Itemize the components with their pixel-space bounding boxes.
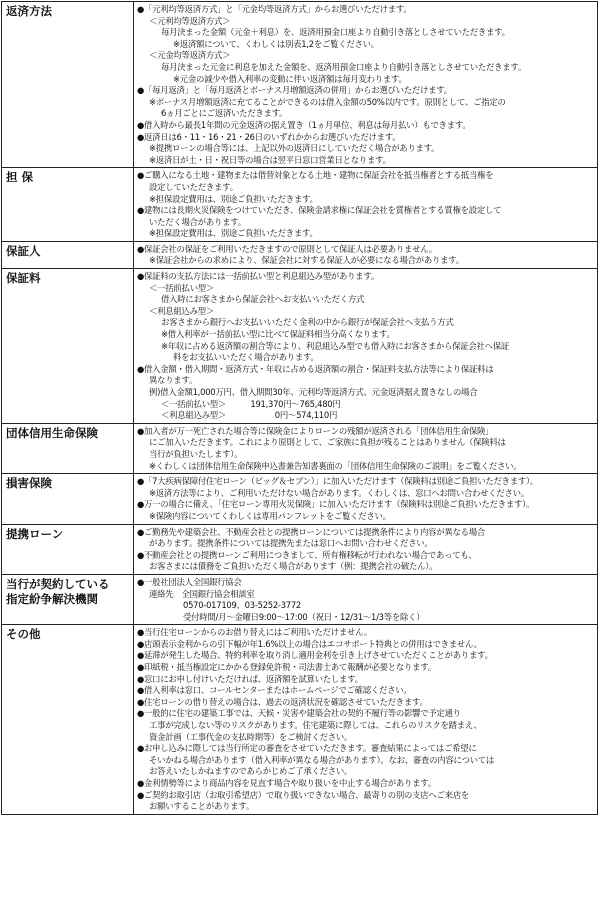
content-line: 借入時にお客さまから保証会社へお支払いいただく方式	[161, 294, 365, 305]
content-line: ●借入利率は窓口、コールセンターまたはホームページでご確認ください。	[137, 685, 412, 696]
row-content	[134, 269, 598, 424]
content-line: ＜一括前払い型＞	[149, 282, 214, 293]
content-line: ●「元利均等返済方式」と「元金均等返済方式」からお選びいただけます。	[137, 4, 412, 14]
content-line: お客さまから銀行へお支払いいただく金利の中から銀行が保証会社へ支払う方式	[161, 317, 454, 328]
content-line: 0570-017109、03-5252-3772	[183, 600, 302, 611]
row-heading	[2, 168, 134, 242]
row-heading	[2, 269, 134, 424]
content-line: お願いすることがあります。	[149, 801, 254, 812]
content-line: ※年収に占める返済額の割合等により、利息組込み型でも借入時にお客さまから保証会社へ保証	[161, 340, 510, 351]
heading-text: 当行が契約している	[6, 576, 110, 591]
content-line: ＜一括前払い型＞ 191,370円〜765,480円	[161, 398, 341, 409]
row-group-credit-life-insurance	[2, 423, 598, 473]
content-line: 例)借入金額1,000万円、借入期間30年、元利均等返済方式、元金返済据え置きなしの場合	[149, 387, 478, 397]
heading-text: 団体信用生命保険	[6, 425, 98, 440]
content-line: ※担保設定費用は、別途ご負担いただきます。	[149, 228, 318, 239]
content-line: ※保証会社からの求めにより、保証会社に対する保証人が必要になる場合があります。	[149, 255, 464, 266]
loan-terms-table-body	[2, 2, 598, 815]
row-content	[134, 168, 598, 242]
content-line: ＜元利均等返済方式＞	[149, 15, 231, 26]
content-line: ●当行住宅ローンからのお借り替えにはご利用いただけません。	[137, 627, 372, 638]
content-line: ※提携ローンの場合等には、上記以外の返済日にしていただく場合があります。	[149, 143, 440, 154]
content-line: ※くわしくは団体信用生命保険申込書兼告知書裏面の「団体信用生命保険のご説明」をご覧ください。	[149, 460, 522, 471]
content-line: 料をお支払いいただく場合があります。	[173, 352, 319, 363]
content-line: ＜利息組込み型＞ 0円〜574,110円	[161, 410, 338, 421]
row-content	[134, 625, 598, 815]
content-line: 6ヵ月ごとにご返済いただきます。	[161, 108, 288, 119]
row-dispute-resolution-body	[2, 574, 598, 624]
row-heading	[2, 2, 134, 168]
row-affiliated-loan	[2, 524, 598, 574]
content-line: 設定していただきます。	[149, 181, 238, 192]
content-line: ●借入金額・借入期間・返済方式・年収に占める返済額の割合・保証料支払方法等により保証料は	[137, 363, 494, 374]
content-line: ●借入時から最長1年間の元金返済の据え置き（1ヵ月単位、利息は毎月払い）もできます。	[137, 119, 471, 130]
row-heading	[2, 423, 134, 473]
row-collateral	[2, 168, 598, 242]
content-line: ●加入者が万一死亡された場合等に保険金によりローンの残額が返済される「団体信用生命保険」	[137, 425, 494, 436]
content-line: があります。提携条件については提携先または窓口へお問い合わせください。	[149, 538, 433, 549]
row-content	[134, 423, 598, 473]
content-line: 毎月決まった金額（元金＋利息）を、返済用預金口座より自動引き落としさせていただきます。	[161, 27, 510, 38]
content-line: ●万一の場合に備え、「住宅ローン専用火災保険」に加入いただけます（保険料は別途ご負担いただきます）。	[137, 499, 535, 510]
content-line: ●ご勤務先や建築会社、不動産会社との提携ローンについては提携条件により内容が異なる場合	[137, 526, 485, 537]
content-line: 連絡先 全国銀行協会相談室	[149, 588, 255, 599]
content-line: ●ご契約お取引店（お取引希望店）で取り扱いできない場合、最寄りの別の支店へご来店を	[137, 789, 470, 800]
heading-text: 保証人	[6, 243, 41, 258]
row-heading	[2, 574, 134, 624]
row-other	[2, 625, 598, 815]
row-content	[134, 524, 598, 574]
heading-text: その他	[6, 627, 41, 642]
content-line: ●不動産会社との提携ローンご利用につきまして、所有権移転が行われない場合であっても、	[137, 549, 477, 560]
row-content	[134, 241, 598, 268]
row-heading	[2, 241, 134, 268]
content-line: 毎月決まった元金に利息を加えた金額を、返済用預金口座より自動引き落としさせていただきます。	[161, 61, 526, 72]
row-heading	[2, 474, 134, 524]
content-line: ※返済日が土・日・祝日等の場合は翌平日窓口営業日となります。	[149, 154, 391, 165]
content-line: ●金利情勢等により商品内容を見直す場合や取り扱いを中止する場合があります。	[137, 778, 436, 788]
content-line: ※保険内容についてくわしくは専用パンフレットをご覧ください。	[149, 510, 391, 521]
heading-text: 保証料	[6, 271, 41, 286]
row-content	[134, 474, 598, 524]
content-line: ●保証会社の保証をご利用いただきますので原則として保証人は必要ありません。	[137, 243, 438, 254]
content-line: ●延滞が発生した場合、特約利率を取り消し適用金利を引き上げさせていただくことがあります。	[137, 650, 493, 661]
row-repayment-method	[2, 2, 598, 168]
row-heading	[2, 625, 134, 815]
heading-text: 指定紛争解決機関	[6, 591, 98, 606]
heading-text: 担 保	[6, 170, 34, 185]
content-line: ※借入利率が一括前払い型に比べて保証料相当分高くなります。	[161, 329, 395, 340]
content-line: ●住宅ローンの借り替えの場合は、過去の返済状況を確認させていただきます。	[137, 696, 428, 707]
content-line: 受付時間/月〜金曜日9:00〜17:00（祝日・12/31〜1/3等を除く）	[183, 611, 425, 622]
content-line: ●一般社団法人全国銀行協会	[137, 576, 242, 587]
heading-text: 損害保険	[6, 476, 52, 491]
row-content	[134, 574, 598, 624]
loan-terms-table	[1, 1, 598, 815]
content-line: 異なります。	[149, 375, 198, 386]
row-guarantee-fee	[2, 269, 598, 424]
content-line: ※担保設定費用は、別途ご負担いただきます。	[149, 193, 318, 204]
content-line: いただく場合があります。	[149, 216, 246, 227]
content-line: 当行が負担いたします）。	[149, 448, 243, 459]
content-line: 工事が完成しない等のリスクがあります。住宅建築に際しては、これらのリスクを踏まえ、	[149, 720, 482, 731]
content-line: ※元金の減少や借入利率の変動に伴い返済額は毎月変わります。	[173, 73, 407, 84]
content-line: ●建物には長期火災保険をつけていただき、保険金請求権に保証会社を質権者とする質権を設定して	[137, 205, 502, 216]
content-line: ※ボーナス月増額返済に充てることができるのは借入金額の50%以内です。原則として、ご指定の	[149, 96, 506, 107]
content-line: ●窓口にお申し付けいただければ、返済額を試算いたします。	[137, 673, 363, 684]
content-line: ●保証料の支払方法には一括前払い型と利息組込み型があります。	[137, 271, 380, 282]
content-line: ●「毎月返済」と「毎月返済とボーナス月増額返済の併用」からお選びいただけます。	[137, 85, 452, 96]
content-line: ●一般的に住宅の建築工事では、天候・災害や建築会社の契約不履行等の影響で予定通り	[137, 708, 461, 719]
content-line: ●返済日は6・11・16・21・26日のいずれかからお選びいただけます。	[137, 131, 401, 142]
content-line: ※返済方法等により、ご利用いただけない場合があります。くわしくは、窓口へお問い合わせください。	[149, 487, 529, 498]
content-line: そいかねる場合があります（借入利率が異なる場合があります）。なお、審査の内容については	[149, 754, 495, 765]
content-line: お答えいたしかねますのであらかじめご了承ください。	[149, 766, 353, 777]
heading-text: 提携ローン	[6, 526, 64, 541]
row-guarantor	[2, 241, 598, 268]
row-heading	[2, 524, 134, 574]
content-line: ※返済額について、くわしくは別表1,2をご覧ください。	[173, 38, 379, 49]
content-line: ●お申し込みに際しては当行所定の審査をさせていただきます。審査結果によってはご希望に	[137, 743, 477, 754]
heading-text: 返済方法	[6, 4, 52, 18]
content-line: ●「7大疾病保障付住宅ローン（ビッグ＆セブン）」に加入いただけます（保険料は別途ご負担いただきます）。	[137, 476, 539, 487]
content-line: にご加入いただきます。これにより原則として、ご家族に負担が残ることはありません（保険料は	[149, 437, 506, 448]
content-line: ●店頭表示金利からの引下幅が年1.6%以上の場合はエコサポート特典との併用はできません。	[137, 638, 482, 649]
content-line: ●ご購入になる土地・建物または借替対象となる土地・建物に保証会社を抵当権者とする抵当権を	[137, 170, 494, 181]
content-line: 資金計画（工事代金の支払時期等）をご検討ください。	[149, 731, 353, 742]
row-non-life-insurance	[2, 474, 598, 524]
content-line: お客さまには債務をご負担いただく場合があります（例：提携会社の破たん）。	[149, 561, 438, 572]
content-line: ＜利息組込み型＞	[149, 305, 214, 316]
content-line: ＜元金均等返済方式＞	[149, 50, 231, 61]
row-content	[134, 2, 598, 168]
content-line: ●印紙税・抵当権設定にかかる登録免許税・司法書士あて報酬が必要となります。	[137, 662, 436, 673]
